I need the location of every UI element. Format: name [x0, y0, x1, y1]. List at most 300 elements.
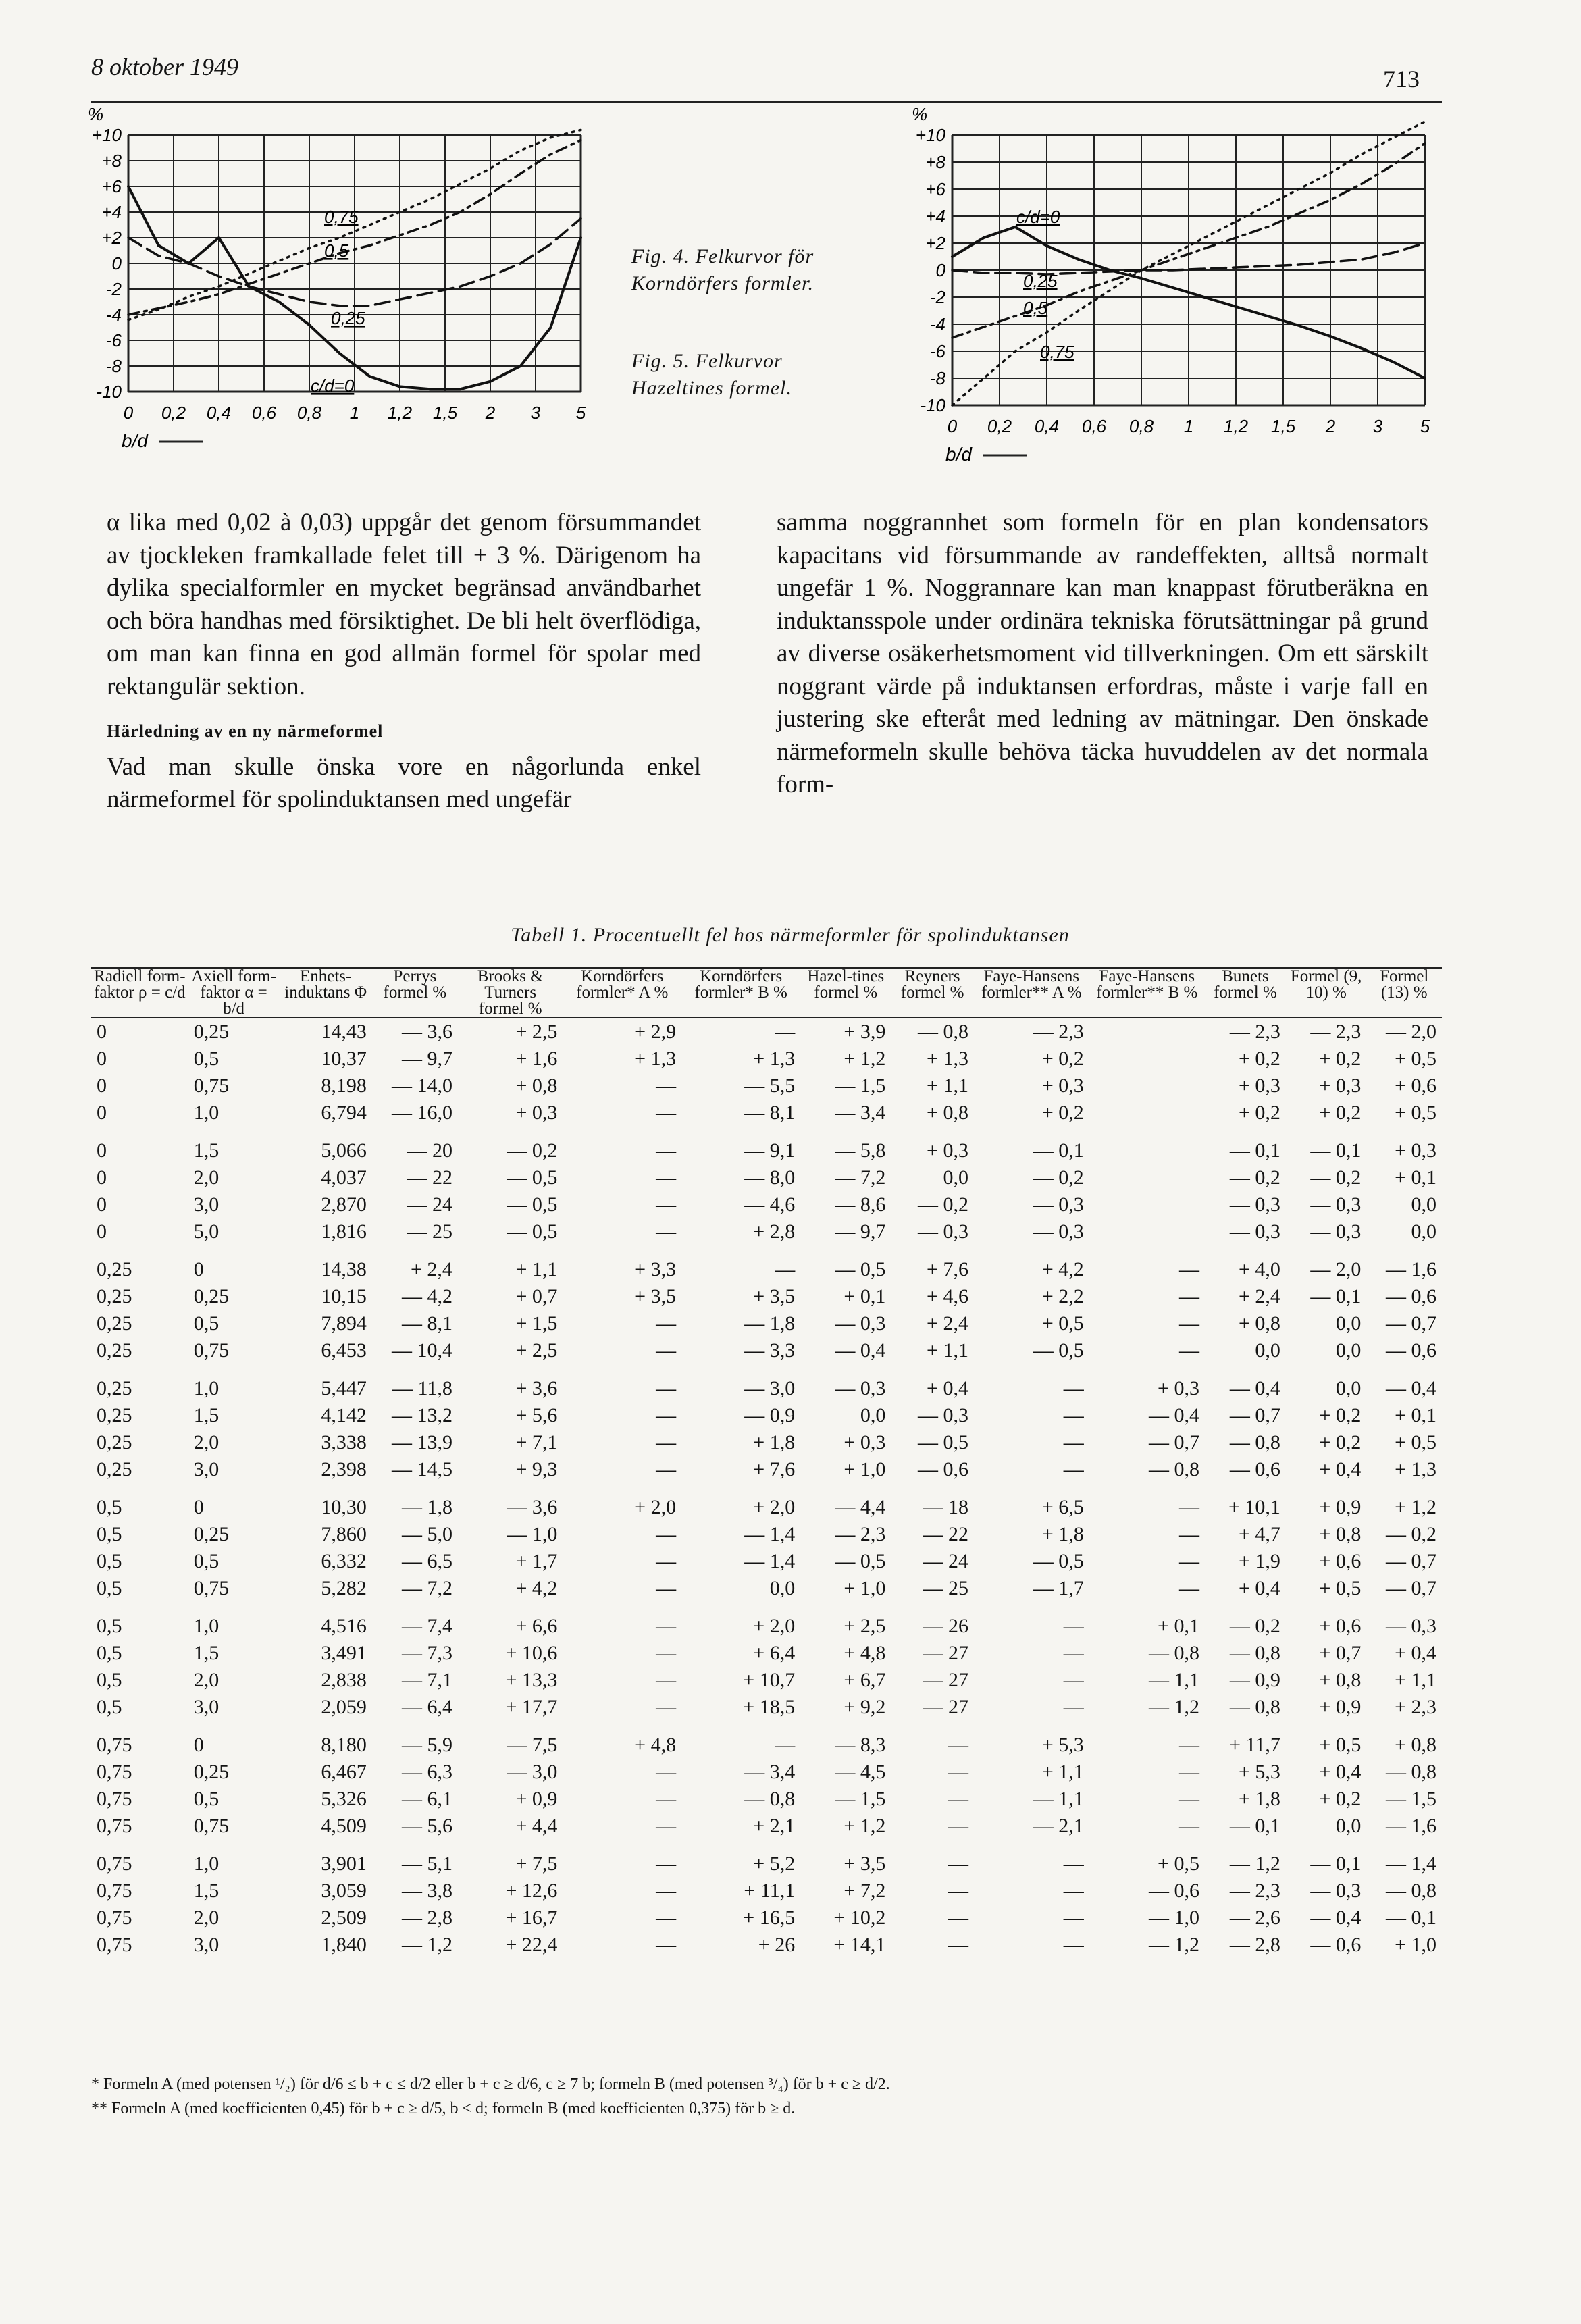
table-cell: — 1,1	[1148, 1669, 1199, 1691]
table-cell: — 0,1	[1229, 1815, 1280, 1837]
table-cell: — 0,3	[835, 1312, 886, 1335]
table-cell: + 1,3	[927, 1048, 968, 1070]
table-row	[91, 1402, 1442, 1429]
table-cell: —	[656, 1907, 677, 1929]
table-cell: 1,5	[193, 1880, 219, 1902]
curve-label: c/d=0	[1016, 207, 1060, 227]
table-row	[91, 1667, 1442, 1694]
x-tick-label: 0,6	[251, 403, 277, 423]
column-header-9: Reyners formel %	[891, 968, 974, 1018]
table-cell: — 0,8	[1386, 1880, 1436, 1902]
table-cell: — 6,4	[401, 1696, 452, 1718]
table-cell: + 1,8	[1041, 1523, 1084, 1545]
table-cell: — 6,5	[401, 1550, 452, 1572]
table-cell: —	[656, 1761, 677, 1783]
column-header-13: Formel (9, 10) %	[1286, 968, 1367, 1018]
table-cell: + 2,8	[753, 1220, 796, 1243]
table-row	[91, 1218, 1442, 1245]
table-cell: + 0,9	[1319, 1496, 1362, 1518]
table-cell: + 2,5	[515, 1021, 558, 1043]
table-cell: + 13,3	[505, 1669, 558, 1691]
table-cell: 0,5	[97, 1669, 122, 1691]
table-cell: — 0,8	[1229, 1696, 1280, 1718]
x-tick-label: 5	[1420, 416, 1430, 436]
table-cell: —	[948, 1934, 968, 1956]
column-header-10: Faye-Hansens formler** A %	[974, 968, 1089, 1018]
table-cell: 2,059	[321, 1696, 367, 1718]
column-header-4: Perrys formel %	[372, 968, 458, 1018]
y-tick-label: +8	[101, 151, 122, 171]
table-cell: — 1,2	[1148, 1696, 1199, 1718]
table-cell: 0,5	[193, 1788, 219, 1810]
curve-label: 0,5	[324, 240, 349, 261]
table-cell: + 1,1	[927, 1075, 968, 1097]
table-cell: 0,0	[943, 1166, 968, 1189]
table-cell: — 0,3	[1229, 1220, 1280, 1243]
table-cell: — 0,4	[1310, 1907, 1362, 1929]
table-cell: + 2,2	[1041, 1285, 1084, 1308]
table-cell: + 1,5	[515, 1312, 558, 1335]
table-cell: 0,0	[1255, 1339, 1280, 1362]
table-cell: + 3,9	[844, 1021, 886, 1043]
table-cell: — 13,9	[391, 1431, 452, 1453]
table-row	[91, 1548, 1442, 1575]
table-cell: — 13,2	[391, 1404, 452, 1426]
table-cell	[1089, 1218, 1205, 1245]
y-unit-label: %	[912, 108, 928, 124]
column-header-12: Bunets formel %	[1205, 968, 1286, 1018]
table-cell: — 0,6	[1310, 1934, 1362, 1956]
y-tick-label: 0	[111, 253, 122, 274]
table-cell	[1089, 1100, 1205, 1127]
table-cell: —	[1178, 1496, 1199, 1518]
table-cell: 0,25	[97, 1377, 132, 1399]
table-cell: 1,0	[193, 1102, 219, 1124]
y-tick-label: -8	[929, 368, 945, 388]
table-cell: 1,840	[321, 1934, 367, 1956]
table-cell: — 7,5	[507, 1734, 558, 1756]
figure-5-caption: Fig. 5. Felkurvor Hazeltines formel.	[631, 350, 792, 399]
curve-label: 0,75	[1040, 342, 1074, 362]
table-cell: — 1,7	[1033, 1577, 1084, 1599]
table-cell: 1,5	[193, 1642, 219, 1664]
y-tick-label: +6	[101, 176, 122, 197]
table-cell: + 1,2	[844, 1815, 886, 1837]
table-cell: —	[948, 1880, 968, 1902]
table-cell: + 2,3	[1395, 1696, 1436, 1718]
table-cell: — 0,1	[1386, 1907, 1436, 1929]
table-cell: + 1,1	[1395, 1669, 1436, 1691]
table-cell: — 0,3	[835, 1377, 886, 1399]
table-cell: 1,5	[193, 1404, 219, 1426]
table-cell: + 0,5	[1395, 1431, 1436, 1453]
table-cell: — 1,6	[1386, 1815, 1436, 1837]
table-cell: + 2,1	[753, 1815, 796, 1837]
table-cell: —	[1178, 1258, 1199, 1281]
table-cell: 0,25	[97, 1404, 132, 1426]
curve-label: 0,25	[1023, 271, 1058, 291]
table-cell: 3,0	[193, 1458, 219, 1480]
table-cell: —	[1063, 1696, 1084, 1718]
table-cell: — 1,8	[401, 1496, 452, 1518]
table-cell: 0,5	[97, 1523, 122, 1545]
table-cell: 0,75	[193, 1577, 230, 1599]
x-tick-label: 0,8	[296, 403, 322, 423]
x-tick-label: 3	[530, 403, 541, 423]
table-cell: + 1,3	[1395, 1458, 1436, 1480]
table-cell: 2,870	[321, 1193, 367, 1216]
table-cell: 2,0	[193, 1166, 219, 1189]
table-cell: —	[656, 1550, 677, 1572]
table-cell: + 0,7	[515, 1285, 558, 1308]
table-cell: 0,0	[860, 1404, 886, 1426]
table-cell: + 5,3	[1238, 1761, 1280, 1783]
table-cell: — 0,5	[507, 1166, 558, 1189]
table-cell: 0,75	[97, 1934, 132, 1956]
table-cell: + 26	[758, 1934, 796, 1956]
table-cell: 8,198	[321, 1075, 367, 1097]
table-cell: + 10,6	[505, 1642, 558, 1664]
y-tick-label: -4	[929, 314, 945, 334]
x-tick-label: 0	[123, 403, 134, 423]
table-cell: 0,5	[97, 1577, 122, 1599]
table-cell: — 0,3	[1033, 1193, 1084, 1216]
table-cell: 2,509	[321, 1907, 367, 1929]
table-caption: Tabell 1. Procentuellt fel hos närmeformler för spolinduktansen	[511, 924, 1070, 946]
table-row	[91, 1429, 1442, 1456]
table-cell: 0	[97, 1021, 107, 1043]
table-cell: + 10,1	[1228, 1496, 1280, 1518]
table-cell: — 11,8	[392, 1377, 452, 1399]
figure-4-caption: Fig. 4. Felkurvor för Korndörfers formler.	[631, 245, 814, 294]
table-cell: + 4,8	[844, 1642, 886, 1664]
table-cell: 0,25	[97, 1339, 132, 1362]
table-cell: — 4,4	[835, 1496, 886, 1518]
table-cell: —	[1063, 1880, 1084, 1902]
table-cell: — 0,2	[507, 1139, 558, 1162]
table-cell: + 10,2	[833, 1907, 886, 1929]
table-cell: — 7,4	[401, 1615, 452, 1637]
table-cell: —	[656, 1642, 677, 1664]
table-cell: + 1,7	[515, 1550, 558, 1572]
x-tick-label: 0	[947, 416, 958, 436]
table-cell: 7,860	[321, 1523, 367, 1545]
table-cell: 8,180	[321, 1734, 367, 1756]
table-cell: 10,37	[321, 1048, 367, 1070]
table-cell	[1089, 1073, 1205, 1100]
table-cell: —	[656, 1815, 677, 1837]
table-cell: —	[948, 1853, 968, 1875]
table-cell: + 3,5	[753, 1285, 796, 1308]
table-cell: 0,25	[193, 1021, 230, 1043]
table-row	[91, 1073, 1442, 1100]
footnotes	[91, 2072, 1442, 2121]
right-column: samma noggrannhet som formeln för en plan kondensators kapacitans vid försummande av randeffekten, alltså normalt ungefär 1 %. Noggrannare kan man knappast förutberäkna en induktansspole under ordinära tekniska förutsättningar på grund av diverse osäkerhetsmoment vid tillverkningen. Om ett särskilt noggrant värde på induktansen erfordras, måste i varje fall en justering ske efteråt med ledning av mätningar. Den önskade närmeformeln skulle behöva täcka huvuddelen av det normala form-	[777, 509, 1428, 798]
table-cell: —	[1063, 1404, 1084, 1426]
table-row	[91, 1164, 1442, 1191]
table-cell: 2,0	[193, 1431, 219, 1453]
table-cell: — 2,3	[1310, 1021, 1362, 1043]
table-cell: 10,15	[321, 1285, 367, 1308]
table-cell: + 2,4	[411, 1258, 452, 1281]
x-tick-label: 1,2	[387, 403, 413, 423]
table-cell: — 8,1	[401, 1312, 452, 1335]
table-cell: — 0,5	[507, 1193, 558, 1216]
table-cell: + 0,2	[1319, 1102, 1362, 1124]
table-cell: + 0,2	[1041, 1048, 1084, 1070]
table-cell: 3,0	[193, 1193, 219, 1216]
table-cell: 0	[97, 1048, 107, 1070]
table-cell: + 0,4	[1319, 1761, 1362, 1783]
table-cell: + 1,8	[1238, 1788, 1280, 1810]
table-cell: + 0,2	[1319, 1404, 1362, 1426]
table-cell: + 4,0	[1238, 1258, 1280, 1281]
table-cell: + 22,4	[505, 1934, 558, 1956]
table-row	[91, 1878, 1442, 1905]
table-cell: —	[1178, 1285, 1199, 1308]
table-cell	[1089, 1164, 1205, 1191]
table-cell: 0,25	[193, 1285, 230, 1308]
figure-4	[54, 108, 608, 473]
table-cell: + 0,5	[1041, 1312, 1084, 1335]
table-cell: —	[948, 1761, 968, 1783]
table-cell: — 7,2	[401, 1577, 452, 1599]
x-tick-label: 0,4	[206, 403, 232, 423]
table-cell: — 14,0	[391, 1075, 452, 1097]
table-cell: 0,25	[97, 1258, 132, 1281]
table-cell: — 2,0	[1386, 1021, 1436, 1043]
table-cell: 0,25	[193, 1761, 230, 1783]
table-cell: — 0,8	[917, 1021, 968, 1043]
table-cell: —	[1178, 1339, 1199, 1362]
table-cell: —	[1063, 1853, 1084, 1875]
table-cell: 0	[193, 1496, 204, 1518]
table-cell: — 0,3	[1386, 1615, 1436, 1637]
table-cell: + 4,2	[515, 1577, 558, 1599]
table-row	[91, 1640, 1442, 1667]
table-cell: + 2,5	[515, 1339, 558, 1362]
y-tick-label: 0	[935, 260, 945, 280]
table-cell: — 0,1	[1310, 1853, 1362, 1875]
table-cell: — 1,5	[1386, 1788, 1436, 1810]
table-cell: + 6,6	[515, 1615, 558, 1637]
table-cell: + 0,4	[927, 1377, 968, 1399]
table-cell: — 7,2	[835, 1166, 886, 1189]
table-cell: —	[1178, 1788, 1199, 1810]
table-cell: — 5,1	[401, 1853, 452, 1875]
table-cell: — 26	[923, 1615, 968, 1637]
table-cell: —	[775, 1734, 796, 1756]
footnote-1: * Formeln A (med potensen ¹/₂) för d/6 ≤ b + c ≤ d/2 eller b + c ≥ d/6, c ≥ 7 b; formeln B (med potensen ³/₄) för b + c ≥ d/2.	[91, 2075, 890, 2093]
table-cell: —	[656, 1220, 677, 1243]
table-cell: — 3,0	[507, 1761, 558, 1783]
table-cell: + 3,5	[634, 1285, 677, 1308]
table-cell: 3,491	[321, 1642, 367, 1664]
table-cell: — 1,4	[744, 1550, 796, 1572]
table-cell: — 0,3	[1310, 1193, 1362, 1216]
table-cell: + 1,1	[927, 1339, 968, 1362]
table-row	[91, 1245, 1442, 1283]
x-tick-label: 5	[575, 403, 586, 423]
table-cell: + 0,1	[1395, 1166, 1436, 1189]
table-body	[91, 1018, 1442, 1959]
table-cell: + 7,2	[844, 1880, 886, 1902]
table-cell: + 3,5	[844, 1853, 886, 1875]
table-cell: + 1,0	[844, 1577, 886, 1599]
table-cell: 0,5	[193, 1550, 219, 1572]
table-cell: — 0,9	[744, 1404, 796, 1426]
table-cell: + 0,2	[1041, 1102, 1084, 1124]
table-cell: —	[1178, 1523, 1199, 1545]
table-row	[91, 1602, 1442, 1640]
table-cell: — 0,3	[1229, 1193, 1280, 1216]
table-cell: + 1,2	[844, 1048, 886, 1070]
table-cell: 0,5	[193, 1312, 219, 1335]
table-cell: —	[1063, 1431, 1084, 1453]
table-cell: — 0,7	[1386, 1312, 1436, 1335]
table-cell: — 0,7	[1386, 1550, 1436, 1572]
table-cell: — 2,3	[835, 1523, 886, 1545]
table-cell: + 2,0	[753, 1615, 796, 1637]
table-cell: — 0,5	[917, 1431, 968, 1453]
table-cell: + 1,2	[1395, 1496, 1436, 1518]
table-cell: —	[948, 1788, 968, 1810]
left-column	[107, 507, 701, 817]
table-cell: + 4,8	[634, 1734, 677, 1756]
table-cell: 4,142	[321, 1404, 367, 1426]
table-cell: 5,282	[321, 1577, 367, 1599]
table-cell: + 2,0	[634, 1496, 677, 1518]
table-cell: — 5,0	[401, 1523, 452, 1545]
table-cell: — 16,0	[391, 1102, 452, 1124]
table-cell: —	[656, 1669, 677, 1691]
table-cell: — 0,5	[835, 1550, 886, 1572]
table-cell: —	[656, 1615, 677, 1637]
table-cell: — 6,3	[401, 1761, 452, 1783]
table-row	[91, 1364, 1442, 1402]
table-cell: + 16,7	[505, 1907, 558, 1929]
table-cell: 0,5	[97, 1696, 122, 1718]
table-row	[91, 1310, 1442, 1337]
table-cell: — 2,3	[1033, 1021, 1084, 1043]
table-cell: — 25	[407, 1220, 452, 1243]
table-cell: — 18	[923, 1496, 968, 1518]
table-cell: — 1,2	[1229, 1853, 1280, 1875]
table-cell: 3,338	[321, 1431, 367, 1453]
table-cell: — 3,8	[401, 1880, 452, 1902]
table-cell: + 7,6	[753, 1458, 796, 1480]
table-cell: — 3,4	[744, 1761, 796, 1783]
table-cell: — 1,1	[1033, 1788, 1084, 1810]
table-cell: + 0,3	[1395, 1139, 1436, 1162]
y-tick-label: +6	[925, 179, 945, 199]
table-cell: — 5,5	[744, 1075, 796, 1097]
table-cell: 4,509	[321, 1815, 367, 1837]
table-cell: — 0,8	[744, 1788, 796, 1810]
table-cell: — 0,5	[1033, 1339, 1084, 1362]
x-tick-label: 1,5	[1270, 416, 1296, 436]
table-cell: 4,037	[321, 1166, 367, 1189]
table-cell: — 27	[923, 1642, 968, 1664]
running-header-date: 8 oktober 1949	[91, 53, 238, 80]
y-tick-label: +2	[925, 233, 945, 253]
table-cell: — 7,1	[401, 1669, 452, 1691]
table-row	[91, 1521, 1442, 1548]
y-tick-label: +8	[925, 152, 945, 172]
table-cell: 0,5	[97, 1615, 122, 1637]
table-row	[91, 1932, 1442, 1959]
table-cell: 0,75	[97, 1907, 132, 1929]
curve-label: 0,25	[331, 308, 365, 328]
table-cell: — 3,6	[401, 1021, 452, 1043]
table-cell: 1,0	[193, 1853, 219, 1875]
table-cell: + 5,6	[515, 1404, 558, 1426]
table-cell: + 5,2	[753, 1853, 796, 1875]
table-row	[91, 1456, 1442, 1483]
table-cell: 0,5	[97, 1496, 122, 1518]
table-cell: — 2,0	[1310, 1258, 1362, 1281]
table-cell: + 1,1	[515, 1258, 558, 1281]
table-cell: + 3,3	[634, 1258, 677, 1281]
table-cell: —	[1178, 1815, 1199, 1837]
table-row	[91, 1483, 1442, 1521]
table-cell: + 0,8	[927, 1102, 968, 1124]
table-cell: — 27	[923, 1669, 968, 1691]
x-axis-label: b/d	[122, 430, 148, 451]
table-cell: — 9,7	[401, 1048, 452, 1070]
table-cell: 0,25	[97, 1431, 132, 1453]
table-cell: + 0,5	[1395, 1102, 1436, 1124]
table-cell: — 0,6	[1148, 1880, 1199, 1902]
table-cell: —	[656, 1934, 677, 1956]
table-cell: + 0,2	[1319, 1431, 1362, 1453]
table-cell: — 1,8	[744, 1312, 796, 1335]
table-cell: —	[1063, 1907, 1084, 1929]
table-cell: 0,25	[97, 1458, 132, 1480]
table-cell: + 18,5	[743, 1696, 796, 1718]
table-cell: — 27	[923, 1696, 968, 1718]
table-cell: + 4,2	[1041, 1258, 1084, 1281]
table-cell: — 1,2	[401, 1934, 452, 1956]
column-header-7: Korndörfers formler* B %	[681, 968, 800, 1018]
table-cell: —	[656, 1193, 677, 1216]
table-cell: — 1,5	[835, 1788, 886, 1810]
table-cell: 0	[97, 1075, 107, 1097]
table-cell: —	[1063, 1615, 1084, 1637]
table-cell: + 0,1	[1395, 1404, 1436, 1426]
table-cell: 0,75	[97, 1761, 132, 1783]
table-cell: + 0,3	[515, 1102, 558, 1124]
table-cell: — 0,8	[1229, 1431, 1280, 1453]
table-cell: + 17,7	[505, 1696, 558, 1718]
table-cell: + 0,3	[1238, 1075, 1280, 1097]
y-tick-label: +4	[101, 202, 122, 222]
table-cell: + 0,9	[1319, 1696, 1362, 1718]
table-cell: 5,326	[321, 1788, 367, 1810]
table-row	[91, 1813, 1442, 1840]
table-cell: 10,30	[321, 1496, 367, 1518]
table-cell: — 0,7	[1148, 1431, 1199, 1453]
table-cell: + 0,5	[1395, 1048, 1436, 1070]
table-cell: 3,059	[321, 1880, 367, 1902]
table-cell: 0,75	[97, 1880, 132, 1902]
x-tick-label: 2	[1325, 416, 1336, 436]
table-cell: 0	[97, 1139, 107, 1162]
table-cell: 6,332	[321, 1550, 367, 1572]
table-cell: 0,75	[97, 1815, 132, 1837]
y-tick-label: -4	[105, 305, 122, 325]
y-tick-label: -6	[929, 341, 945, 361]
